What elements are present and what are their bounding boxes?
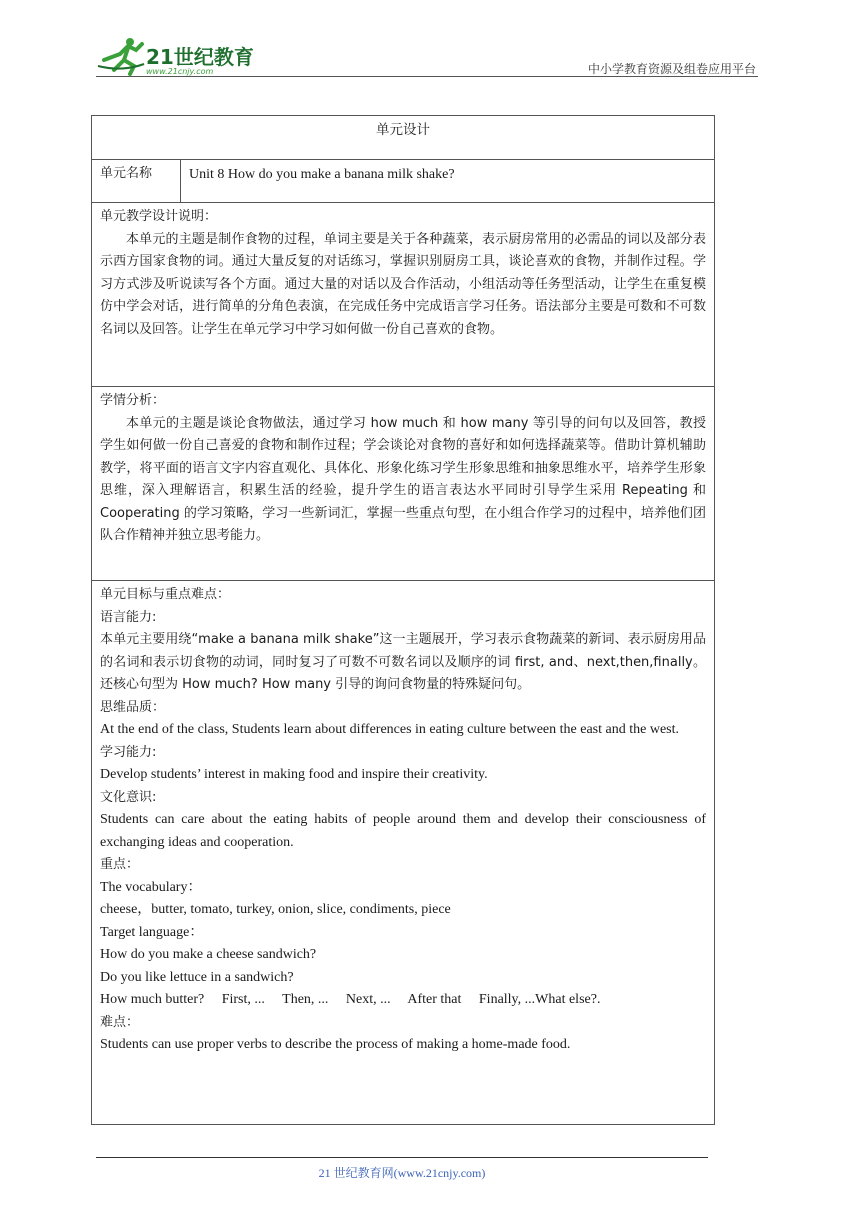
analysis-section	[92, 387, 715, 581]
thinking-body: At the end of the class, Students learn about differences in eating culture between the east and the west.	[100, 722, 679, 737]
target-item: Next, ...	[345, 992, 391, 1007]
unit-name-value: Unit 8 How do you make a banana milk shake?	[181, 160, 715, 203]
learning-body: Develop students’ interest in making food and inspire their creativity.	[100, 767, 488, 782]
target-line-1: How do you make a cheese sandwich?	[100, 947, 317, 962]
language-body: 本单元主要用绕“make a banana milk shake”这一主题展开，学习表示食物蔬菜的新词、表示厨房用品的名词和表示切食物的动词，同时复习了可数不可数名词以及顺序的词 first, and、next,then,finally。还核心句型为 How much? How many 引导的询问食物量的特殊疑问句。	[100, 632, 706, 692]
target-item: After that	[407, 992, 462, 1007]
target-line-3	[100, 989, 706, 1012]
footer-link[interactable]: 21 世纪教育网(www.21cnjy.com)	[318, 1166, 486, 1180]
footer-divider	[96, 1157, 708, 1158]
vocab-body: cheese，butter, tomato, turkey, onion, slice, condiments, piece	[100, 902, 451, 917]
target-item: Then, ...	[282, 992, 329, 1007]
culture-label: 文化意识:	[100, 789, 157, 805]
table-title: 单元设计	[92, 116, 715, 160]
target-line-2: Do you like lettuce in a sandwich?	[100, 969, 294, 985]
header-divider	[96, 76, 758, 77]
unit-design-table	[91, 115, 715, 1125]
target-item: Finally, ...What else?.	[478, 992, 601, 1007]
vocab-label: The vocabulary：	[100, 879, 202, 895]
language-label: 语言能力:	[100, 609, 157, 625]
goals-heading: 单元目标与重点难点：	[100, 587, 231, 602]
design-section	[92, 203, 715, 387]
target-item: First, ...	[221, 992, 265, 1007]
design-heading: 单元教学设计说明：	[100, 209, 218, 224]
analysis-body: 本单元的主题是谈论食物做法，通过学习 how much 和 how many 等引导的问句以及回答，教授学生如何做一份自己喜爱的食物和制作过程；学会谈论对食物的喜好和如何选择蔬菜等。借助计算机辅助教学，将平面的语言文字内容直观化、具体化、形象化练习学生形象思维和抽象思维水平，培养学生形象思维，深入理解语言，积累生活的经验，提升学生的语言表达水平同时引导学生采用 Repeating 和 Cooperating 的学习策略，学习一些新词汇，掌握一些重点句型，在小组合作学习的过程中，培养他们团队合作精神并独立思考能力。	[100, 415, 706, 543]
goals-section	[92, 581, 715, 1125]
difficult-body: Students can use proper verbs to describe the process of making a home-made food.	[100, 1037, 571, 1052]
page-header	[96, 30, 758, 78]
learning-label: 学习能力:	[100, 744, 157, 760]
thinking-label: 思维品质：	[100, 699, 166, 715]
difficult-label: 难点：	[100, 1014, 140, 1030]
logo-url-text: www.21cnjy.com	[146, 67, 214, 76]
runner-logo-icon	[96, 36, 266, 76]
target-item: How much butter?	[100, 992, 205, 1007]
unit-name-label: 单元名称	[92, 160, 181, 203]
key-label: 重点：	[100, 857, 140, 872]
culture-body: Students can care about the eating habits of people around them and develop their consciousness of exchanging ideas and cooperation.	[100, 812, 706, 850]
analysis-heading: 学情分析：	[100, 393, 166, 408]
design-body: 本单元的主题是制作食物的过程，单词主要是关于各种蔬菜，表示厨房常用的必需品的词以及部分表示西方国家食物的词。通过大量反复的对话练习，掌握识别厨房工具，谈论喜欢的食物，并制作过程。学习方式涉及听说读写各个方面。通过大量的对话以及合作活动，小组活动等任务型活动，让学生在重复模仿中学会对话，进行简单的分角色表演，在完成任务中完成语言学习任务。语法部分主要是可数和不可数名词以及回答。让学生在单元学习中学习如何做一份自己喜欢的食物。	[100, 231, 706, 337]
target-label: Target language：	[100, 924, 204, 940]
logo-text: 21世纪教育	[146, 45, 254, 69]
header-tagline: 中小学教育资源及组卷应用平台	[587, 62, 756, 76]
site-logo[interactable]	[96, 36, 266, 76]
